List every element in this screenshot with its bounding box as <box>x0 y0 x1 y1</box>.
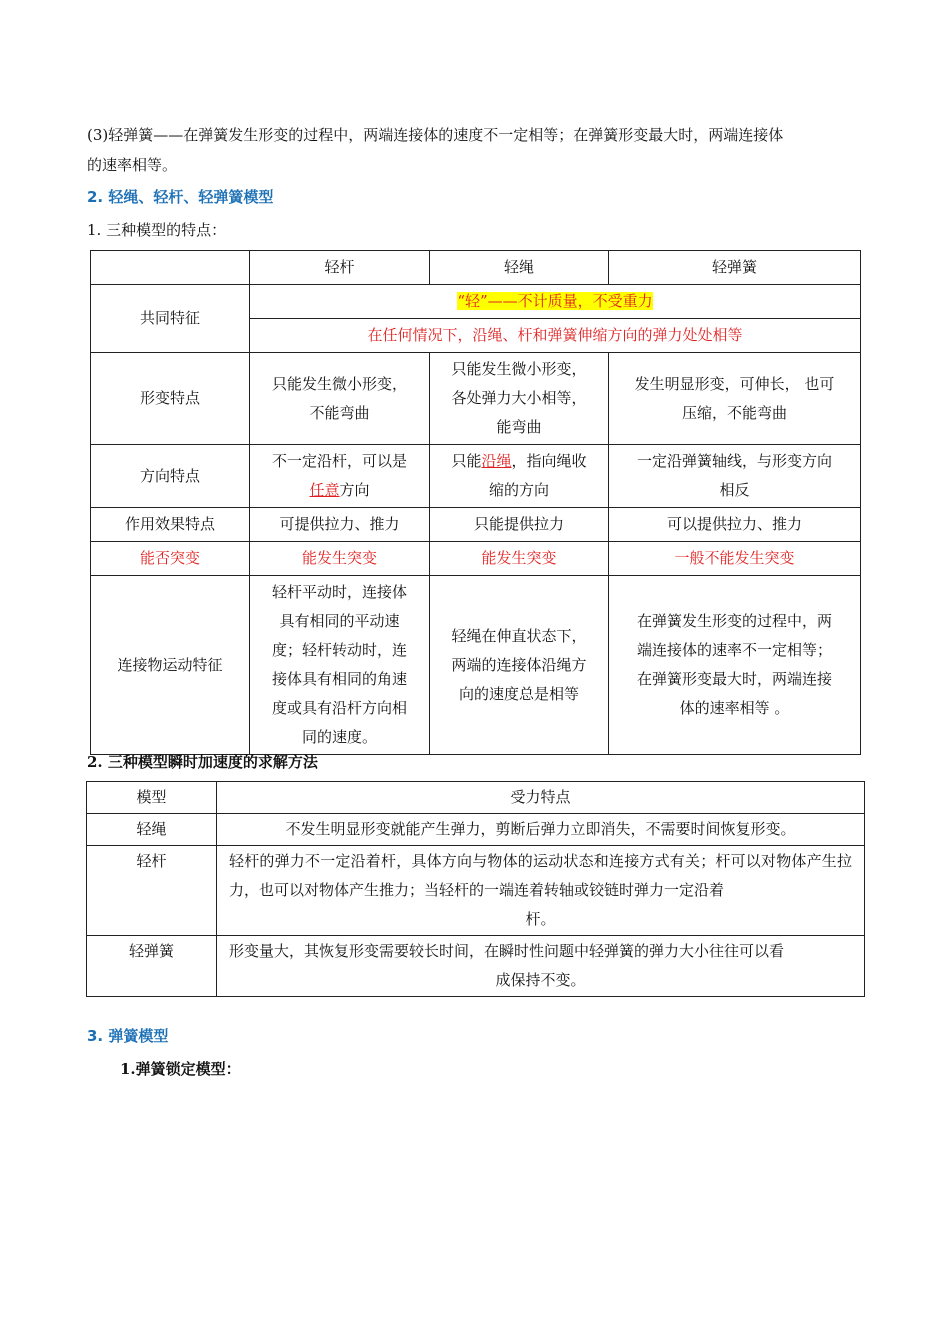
cell-text: 方向 <box>339 481 370 499</box>
table-row <box>87 846 865 936</box>
cell-line: 在弹簧形变最大时，两端连接 <box>636 670 832 688</box>
cell-line: 一定沿弹簧轴线，与形变方向 <box>636 452 832 470</box>
row-label-direction: 方向特点 <box>91 445 250 508</box>
table-row <box>91 445 861 508</box>
cell-line: 只能发生微小形变， <box>451 360 587 378</box>
motion-rod <box>250 576 430 755</box>
cell-line: 接体具有相同的角速 <box>271 670 407 688</box>
feature-cell <box>217 846 865 936</box>
cell-line: 不能弯曲 <box>309 403 370 422</box>
cell-line: 度或具有沿杆方向相 <box>271 699 407 717</box>
deform-spring <box>609 353 861 445</box>
subsection-2-title: 2. 三种模型瞬时加速度的求解方法 <box>87 753 318 771</box>
cell-line: 能弯曲 <box>496 418 542 436</box>
cell-line: 不一定沿杆，可以是 <box>271 452 407 470</box>
feature-cell <box>217 936 865 997</box>
cell-text: ，指向绳收 <box>511 452 587 470</box>
cell-text-tail: 成保持不变。 <box>495 971 586 989</box>
intro-line-2: 的速率相等。 <box>87 156 178 174</box>
cell-line: 缩的方向 <box>488 481 549 499</box>
header-cell: 轻弹簧 <box>609 251 861 285</box>
subsection-3-title: 1.弹簧锁定模型： <box>120 1060 241 1078</box>
sudden-rope: 能发生突变 <box>430 542 609 576</box>
cell-text: 形变量大，其恢复形变需要较长时间，在瞬时性问题中轻弹簧的弹力大小往往可以看 <box>229 942 785 960</box>
common-feature-1-text: “轻”——不计质量，不受重力 <box>457 292 653 310</box>
model-cell: 轻绳 <box>87 814 217 846</box>
table-row <box>91 353 861 445</box>
row-label-motion: 连接物运动特征 <box>91 576 250 755</box>
row-label-effect: 作用效果特点 <box>91 508 250 542</box>
cell-line <box>438 447 600 476</box>
cell-text: 只能 <box>451 452 482 470</box>
table-row <box>91 508 861 542</box>
model-characteristics-table <box>90 250 861 755</box>
cell-line: 度；轻杆转动时，连 <box>271 641 407 659</box>
direction-rod <box>250 445 430 508</box>
underlined-keyword: 沿绳 <box>481 452 512 470</box>
cell-line: 轻杆平动时，连接体 <box>271 583 407 601</box>
header-cell: 模型 <box>87 782 217 814</box>
motion-spring <box>609 576 861 755</box>
section-3-title: 3. 弹簧模型 <box>87 1027 169 1045</box>
cell-line: 端连接体的速率不一定相等； <box>636 641 832 659</box>
cell-line: 在弹簧发生形变的过程中，两 <box>636 612 832 630</box>
model-cell: 轻弹簧 <box>87 936 217 997</box>
feature-cell: 不发生明显形变就能产生弹力，剪断后弹力立即消失，不需要时间恢复形变。 <box>217 814 865 846</box>
effect-rod: 可提供拉力、推力 <box>250 508 430 542</box>
header-cell: 轻杆 <box>250 251 430 285</box>
cell-line: 体的速率相等 。 <box>679 699 790 717</box>
sudden-spring: 一般不能发生突变 <box>609 542 861 576</box>
cell-text: 轻杆的弹力不一定沿着杆，具体方向与物体的运动状态和连接方式有关；杆可以对物体产生拉力，也可以对物体产生推力；当轻杆的一端连着转轴或铰链时弹力一定沿着 <box>229 852 852 899</box>
cell-line <box>258 476 421 505</box>
deform-rope <box>430 353 609 445</box>
cell-line: 只能发生微小形变， <box>271 374 407 393</box>
section-2-title: 2. 轻绳、轻杆、轻弹簧模型 <box>87 188 274 206</box>
table-row <box>91 251 861 285</box>
header-cell <box>91 251 250 285</box>
cell-line: 具有相同的平动速 <box>279 612 400 630</box>
effect-rope: 只能提供拉力 <box>430 508 609 542</box>
deform-rod <box>250 353 430 445</box>
common-feature-2: 在任何情况下，沿绳、杆和弹簧伸缩方向的弹力处处相等 <box>250 319 861 353</box>
direction-spring <box>609 445 861 508</box>
table-row <box>87 782 865 814</box>
table-row <box>87 814 865 846</box>
cell-line: 轻绳在伸直状态下， <box>451 626 587 645</box>
motion-rope <box>430 576 609 755</box>
row-label-sudden: 能否突变 <box>91 542 250 576</box>
effect-spring: 可以提供拉力、推力 <box>609 508 861 542</box>
intro-line-1: (3)轻弹簧——在弹簧发生形变的过程中，两端连接体的速度不一定相等；在弹簧形变最大时，两端连接体 <box>87 126 784 144</box>
table-row <box>91 285 861 319</box>
cell-line: 两端的连接体沿绳方 <box>451 655 587 674</box>
direction-rope <box>430 445 609 508</box>
subsection-1-title: 1. 三种模型的特点： <box>87 221 227 239</box>
header-cell: 受力特点 <box>217 782 865 814</box>
cell-line: 相反 <box>719 481 750 499</box>
header-cell: 轻绳 <box>430 251 609 285</box>
cell-text-tail: 杆。 <box>525 910 556 928</box>
table-row <box>91 542 861 576</box>
underlined-keyword: 任意 <box>309 481 340 499</box>
table-row <box>91 576 861 755</box>
row-label-deform: 形变特点 <box>91 353 250 445</box>
table-row <box>87 936 865 997</box>
cell-line: 发生明显形变，可伸长， 也可 <box>634 374 835 393</box>
instantaneous-acceleration-table <box>86 781 865 997</box>
sudden-rod: 能发生突变 <box>250 542 430 576</box>
row-label-common: 共同特征 <box>91 285 250 353</box>
cell-line: 同的速度。 <box>301 728 377 746</box>
cell-line: 压缩，不能弯曲 <box>681 403 787 422</box>
model-cell: 轻杆 <box>87 846 217 936</box>
common-feature-1 <box>250 285 861 319</box>
cell-line: 向的速度总是相等 <box>458 684 579 703</box>
cell-line: 各处弹力大小相等， <box>451 389 587 407</box>
